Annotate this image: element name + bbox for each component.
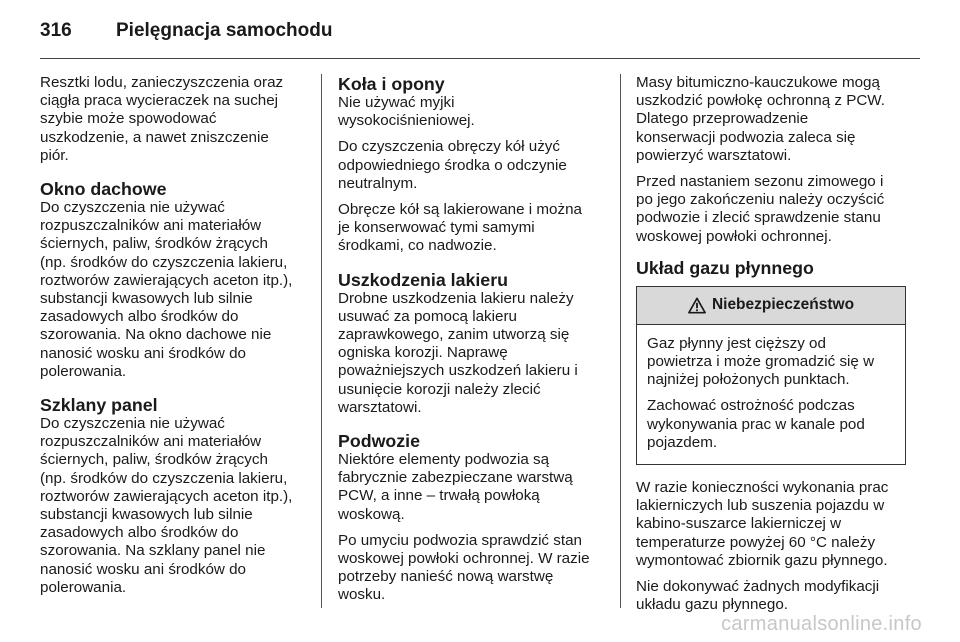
- column-middle: [338, 74, 606, 613]
- column-divider-left: [321, 74, 322, 608]
- underbody-heading: Podwozie: [338, 431, 420, 452]
- header-divider: [40, 58, 920, 59]
- sunroof-paragraph: Do czyszczenia nie używać rozpuszczalników ani materiałów ściernych, paliw, środków żrących (np. środków do czyszczenia lakieru, roztworów zawierających aceton itp.), substancji kwasowych lub silnie zasadowych albo środków do szorowania. Na okno dachowe nie nanosić wosku ani środków do polerowania.: [40, 199, 293, 380]
- warning-body: [637, 325, 905, 464]
- wiper-note-paragraph: Resztki lodu, zanieczyszczenia oraz ciągła praca wycieraczek na suchej szybie może spowodować uszkodzenie, a nawet zniszczenie piór.: [40, 74, 284, 164]
- glass-panel-paragraph: Do czyszczenia nie używać rozpuszczalników ani materiałów ściernych, paliw, środków żrących (np. środków do czyszczenia lakieru, roztworów zawierających aceton itp.), substancji kwasowych lub silnie zasadowych albo środków do szorowania. Na szklany panel nie nanosić wosku ani środków do polerowania.: [40, 415, 293, 596]
- paint-damage-heading: Uszkodzenia lakieru: [338, 269, 508, 290]
- wheels-heading: Koła i opony: [338, 74, 445, 94]
- sunroof-heading: Okno dachowe: [40, 179, 167, 200]
- column-left: [40, 74, 312, 605]
- bitumen-paragraph: Masy bitumiczno-kauczukowe mogą uszkodzić powłokę ochronną z PCW. Dlatego przeprowadzenie konserwacji podwozia zaleca się powierzyć warsztatowi.: [636, 74, 886, 164]
- column-divider-right: [620, 74, 621, 608]
- page-number: 316: [40, 20, 72, 41]
- page-title: Pielęgnacja samochodu: [116, 20, 333, 41]
- warning-triangle-icon: [688, 297, 706, 314]
- column-right: [636, 74, 906, 622]
- underbody-paragraph-2: Po umyciu podwozia sprawdzić stan woskowej powłoki ochronnej. W razie potrzeby nanieść nową warstwę wosku.: [338, 531, 590, 604]
- warning-title: Niebezpieczeństwo: [711, 296, 855, 314]
- winter-paragraph: Przed nastaniem sezonu zimowego i po jego zakończeniu należy oczyścić podwozie i zlecić sprawdzenie stanu woskowej powłoki ochronnej.: [636, 173, 885, 245]
- wheels-paragraph-2: Do czyszczenia obręczy kół użyć odpowiedniego środka o odczynie neutralnym.: [338, 138, 567, 192]
- paint-damage-paragraph: Drobne uszkodzenia lakieru należy usuwać za pomocą lakieru zaprawkowego, zanim utworzą się ogniska korozji. Naprawę poważniejszych uszkodzeń lakieru i usunięcie korozji należy zlecić warsztatowi.: [338, 289, 578, 416]
- wheels-paragraph-3: Obręcze kół są lakierowane i można je konserwować tymi samymi środkami, co nadwozie.: [338, 201, 582, 255]
- glass-panel-heading: Szklany panel: [40, 395, 158, 416]
- warning-header: [637, 287, 905, 325]
- danger-warning-box: [636, 286, 906, 465]
- page-header: [40, 14, 332, 48]
- wheels-paragraph-1: Nie używać myjki wysokociśnieniowej.: [338, 94, 475, 130]
- no-modifications-paragraph: Nie dokonywać żadnych modyfikacji układu gazu płynnego.: [636, 578, 880, 614]
- warning-paragraph-2: Zachować ostrożność podczas wykonywania prac w kanale pod pojazdem.: [647, 397, 865, 451]
- watermark: carmanualsonline.info: [721, 613, 922, 635]
- paint-drying-paragraph: W razie konieczności wykonania prac lakierniczych lub suszenia pojazdu w kabino-suszarce lakierniczej w temperaturze powyżej 60 °C należy wymontować zbiornik gazu płynnego.: [636, 479, 889, 569]
- lpg-heading: Układ gazu płynnego: [636, 257, 814, 278]
- underbody-paragraph-1: Niektóre elementy podwozia są fabrycznie zabezpieczane warstwą PCW, a inne – trwałą powłoką woskową.: [338, 451, 573, 523]
- warning-paragraph-1: Gaz płynny jest cięższy od powietrza i może gromadzić się w najniżej położonych punktach.: [647, 334, 875, 389]
